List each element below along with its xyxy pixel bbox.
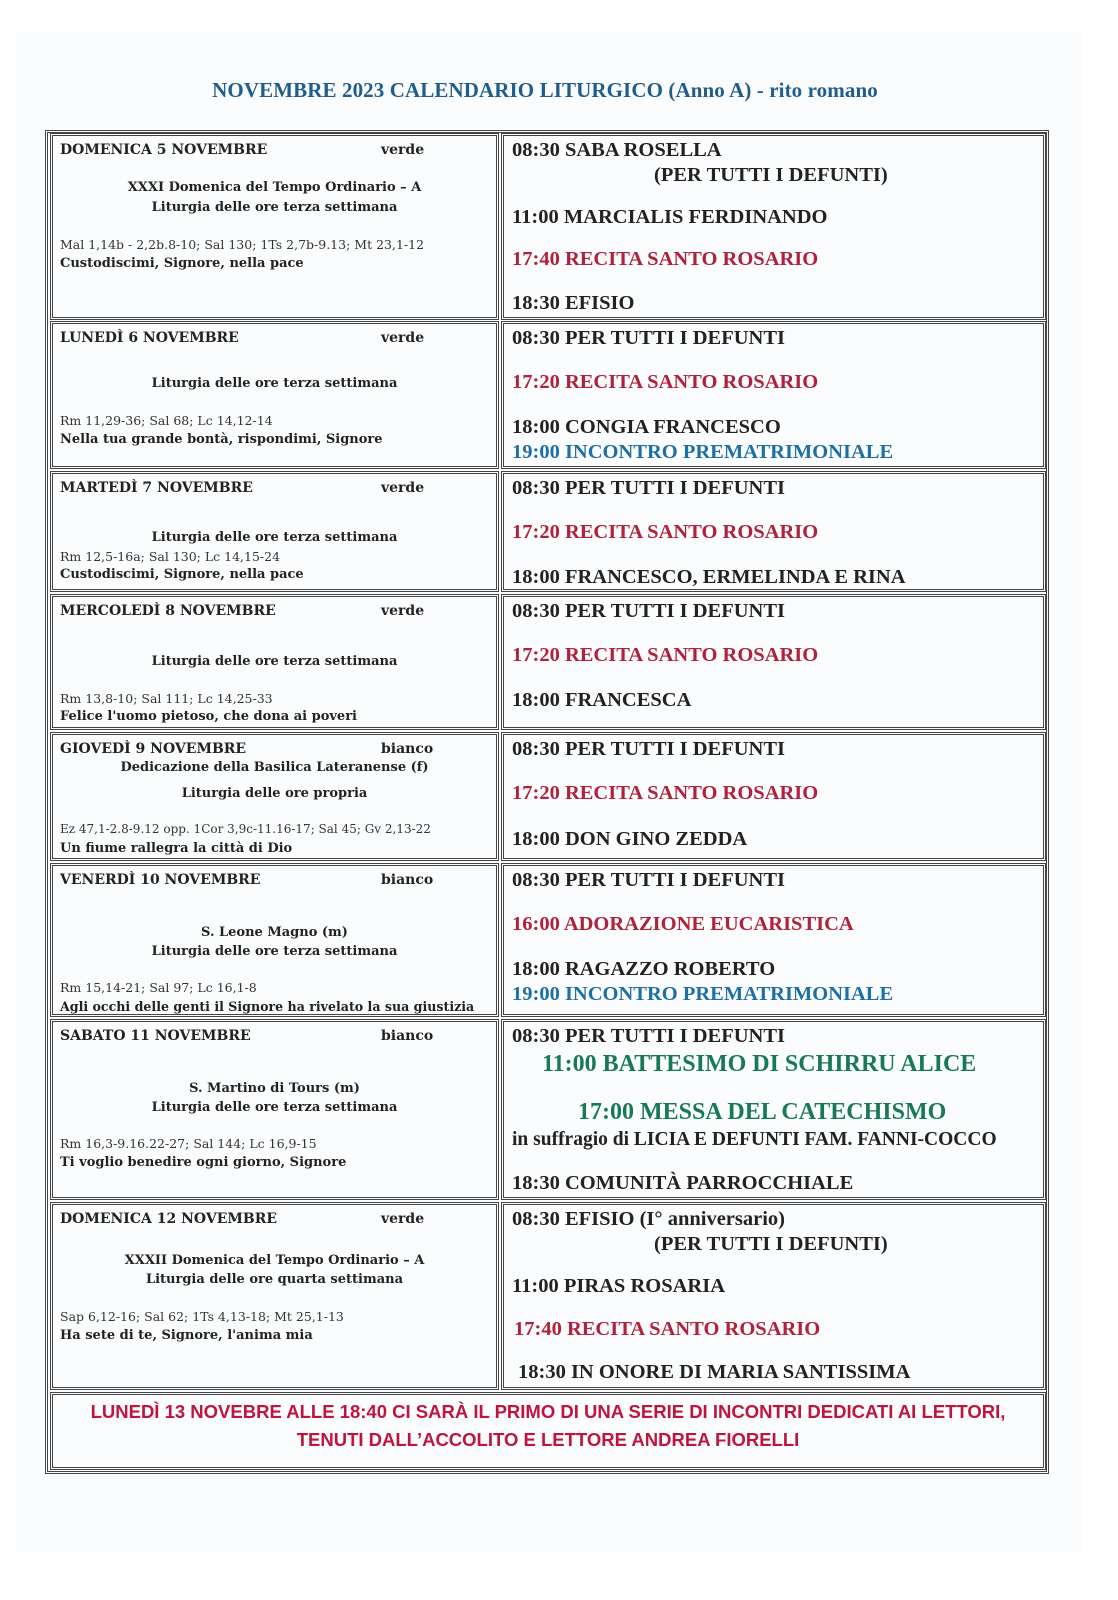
liturgical-color: bianco bbox=[381, 741, 434, 757]
readings: Rm 15,14-21; Sal 97; Lc 16,1-8 bbox=[60, 980, 257, 995]
liturgical-color: bianco bbox=[381, 872, 434, 888]
day-row bbox=[50, 471, 1046, 592]
liturgical-color: verde bbox=[381, 330, 425, 346]
day-row bbox=[50, 133, 1046, 320]
day-label: GIOVEDÌ 9 NOVEMBRE bbox=[60, 741, 247, 757]
day-row bbox=[50, 1019, 1046, 1200]
announcement-line: TENUTI DALL’ACCOLITO E LETTORE ANDREA FIORELLI bbox=[296, 1429, 800, 1450]
day-label: MERCOLEDÌ 8 NOVEMBRE bbox=[60, 603, 276, 619]
liturgy-hours: Liturgia delle ore propria bbox=[181, 786, 368, 801]
liturgy-hours: Liturgia delle ore terza settimana bbox=[151, 654, 398, 669]
liturgy-cell bbox=[50, 133, 499, 320]
liturgy-hours: Liturgia delle ore terza settimana bbox=[151, 530, 398, 545]
page-title: NOVEMBRE 2023 CALENDARIO LITURGICO (Anno A) - rito romano bbox=[212, 78, 878, 102]
liturgy-cell bbox=[50, 732, 499, 861]
event-rosary: 17:20 RECITA SANTO ROSARIO bbox=[512, 521, 819, 543]
celebration: XXXI Domenica del Tempo Ordinario – A bbox=[127, 180, 422, 195]
event-note: (PER TUTTI I DEFUNTI) bbox=[654, 1233, 888, 1255]
psalm-response: Un fiume rallegra la città di Dio bbox=[60, 841, 293, 856]
liturgy-hours: Liturgia delle ore terza settimana bbox=[151, 944, 398, 959]
events-cell bbox=[501, 321, 1046, 469]
event: 18:00 RAGAZZO ROBERTO bbox=[512, 958, 776, 980]
events-cell bbox=[501, 863, 1046, 1017]
psalm-response: Ha sete di te, Signore, l'anima mia bbox=[60, 1328, 313, 1343]
events-cell bbox=[501, 1202, 1046, 1390]
liturgy-cell bbox=[50, 471, 499, 592]
day-row bbox=[50, 321, 1046, 469]
liturgy-cell bbox=[50, 1019, 499, 1200]
event: 08:30 PER TUTTI I DEFUNTI bbox=[512, 477, 785, 499]
event-rosary: 17:20 RECITA SANTO ROSARIO bbox=[512, 371, 819, 393]
event: 18:30 COMUNITÀ PARROCCHIALE bbox=[512, 1172, 854, 1194]
event-rosary: 17:40 RECITA SANTO ROSARIO bbox=[514, 1318, 821, 1340]
psalm-response: Custodiscimi, Signore, nella pace bbox=[60, 256, 304, 271]
event-rosary: 17:20 RECITA SANTO ROSARIO bbox=[512, 782, 819, 804]
psalm-response: Custodiscimi, Signore, nella pace bbox=[60, 567, 304, 582]
event-premarital: 19:00 INCONTRO PREMATRIMONIALE bbox=[512, 441, 894, 463]
day-row bbox=[50, 863, 1046, 1017]
liturgy-hours: Liturgia delle ore terza settimana bbox=[151, 1100, 398, 1115]
event: 08:30 PER TUTTI I DEFUNTI bbox=[512, 738, 785, 760]
liturgy-hours: Liturgia delle ore quarta settimana bbox=[145, 1272, 404, 1287]
liturgical-color: bianco bbox=[381, 1028, 434, 1044]
event-adoration: 16:00 ADORAZIONE EUCARISTICA bbox=[512, 913, 854, 935]
event-rosary: 17:20 RECITA SANTO ROSARIO bbox=[512, 644, 819, 666]
readings: Mal 1,14b - 2,2b.8-10; Sal 130; 1Ts 2,7b-9.13; Mt 23,1-12 bbox=[60, 237, 425, 252]
readings: Rm 12,5-16a; Sal 130; Lc 14,15-24 bbox=[60, 549, 281, 564]
day-label: VENERDÌ 10 NOVEMBRE bbox=[60, 872, 261, 888]
liturgy-hours: Liturgia delle ore terza settimana bbox=[151, 200, 398, 215]
celebration: S. Leone Magno (m) bbox=[201, 925, 348, 940]
liturgical-color: verde bbox=[381, 603, 425, 619]
readings: Sap 6,12-16; Sal 62; 1Ts 4,13-18; Mt 25,1-13 bbox=[60, 1309, 344, 1324]
readings: Ez 47,1-2.8-9.12 opp. 1Cor 3,9c-11.16-17; Sal 45; Gv 2,13-22 bbox=[60, 822, 431, 836]
events-cell bbox=[501, 1019, 1046, 1200]
event: 18:00 DON GINO ZEDDA bbox=[512, 828, 748, 850]
readings: Rm 13,8-10; Sal 111; Lc 14,25-33 bbox=[60, 691, 273, 706]
day-label: DOMENICA 5 NOVEMBRE bbox=[60, 142, 268, 158]
event-baptism: 11:00 BATTESIMO DI SCHIRRU ALICE bbox=[542, 1051, 977, 1077]
day-row bbox=[50, 732, 1046, 861]
readings: Rm 16,3-9.16.22-27; Sal 144; Lc 16,9-15 bbox=[60, 1136, 317, 1151]
event: 11:00 MARCIALIS FERDINANDO bbox=[512, 206, 828, 228]
liturgy-cell bbox=[50, 1202, 499, 1390]
liturgy-cell bbox=[50, 594, 499, 730]
celebration: Dedicazione della Basilica Lateranense (f) bbox=[120, 760, 429, 775]
day-row bbox=[50, 1202, 1046, 1390]
event-premarital: 19:00 INCONTRO PREMATRIMONIALE bbox=[512, 983, 894, 1005]
liturgy-cell bbox=[50, 863, 499, 1017]
events-cell bbox=[501, 594, 1046, 730]
event: 18:00 CONGIA FRANCESCO bbox=[512, 416, 781, 438]
liturgical-color: verde bbox=[381, 480, 425, 496]
liturgical-color: verde bbox=[381, 142, 425, 158]
events-cell bbox=[501, 471, 1046, 592]
event: 08:30 PER TUTTI I DEFUNTI bbox=[512, 600, 785, 622]
liturgical-color: verde bbox=[381, 1211, 425, 1227]
events-cell bbox=[501, 133, 1046, 320]
event: 08:30 PER TUTTI I DEFUNTI bbox=[512, 869, 785, 891]
event: 08:30 SABA ROSELLA bbox=[512, 139, 722, 161]
day-label: MARTEDÌ 7 NOVEMBRE bbox=[60, 480, 253, 496]
psalm-response: Agli occhi delle genti il Signore ha rivelato la sua giustizia bbox=[60, 999, 475, 1014]
day-row bbox=[50, 594, 1046, 730]
event-intention: in suffragio di LICIA E DEFUNTI FAM. FANNI-COCCO bbox=[512, 1129, 997, 1150]
psalm-response: Nella tua grande bontà, rispondimi, Signore bbox=[60, 432, 383, 447]
event: 08:30 EFISIO (I° anniversario) bbox=[512, 1208, 785, 1230]
readings: Rm 11,29-36; Sal 68; Lc 14,12-14 bbox=[60, 413, 273, 428]
event-catechism-mass: 17:00 MESSA DEL CATECHISMO bbox=[578, 1099, 947, 1125]
day-label: SABATO 11 NOVEMBRE bbox=[60, 1028, 251, 1044]
celebration: XXXII Domenica del Tempo Ordinario – A bbox=[124, 1253, 425, 1268]
liturgy-hours: Liturgia delle ore terza settimana bbox=[151, 376, 398, 391]
announcement bbox=[50, 1392, 1046, 1470]
day-label: DOMENICA 12 NOVEMBRE bbox=[60, 1211, 277, 1227]
event-note: (PER TUTTI I DEFUNTI) bbox=[654, 164, 888, 186]
event: 18:00 FRANCESCA bbox=[512, 689, 692, 711]
event: 08:30 PER TUTTI I DEFUNTI bbox=[512, 327, 785, 349]
announcement-line: LUNEDÌ 13 NOVEBRE ALLE 18:40 CI SARÀ IL PRIMO DI UNA SERIE DI INCONTRI DEDICATI AI LETTORI, bbox=[90, 1401, 1006, 1422]
events-cell bbox=[501, 732, 1046, 861]
day-label: LUNEDÌ 6 NOVEMBRE bbox=[60, 330, 239, 346]
event-rosary: 17:40 RECITA SANTO ROSARIO bbox=[512, 248, 819, 270]
event: 08:30 PER TUTTI I DEFUNTI bbox=[512, 1025, 785, 1047]
event: 18:00 FRANCESCO, ERMELINDA E RINA bbox=[512, 566, 906, 588]
event: 11:00 PIRAS ROSARIA bbox=[512, 1275, 725, 1297]
event: 18:30 EFISIO bbox=[512, 292, 635, 314]
celebration: S. Martino di Tours (m) bbox=[189, 1081, 360, 1096]
psalm-response: Felice l'uomo pietoso, che dona ai poveri bbox=[60, 709, 357, 724]
psalm-response: Ti voglio benedire ogni giorno, Signore bbox=[60, 1155, 347, 1170]
event: 18:30 IN ONORE DI MARIA SANTISSIMA bbox=[518, 1361, 911, 1383]
liturgy-cell bbox=[50, 321, 499, 469]
